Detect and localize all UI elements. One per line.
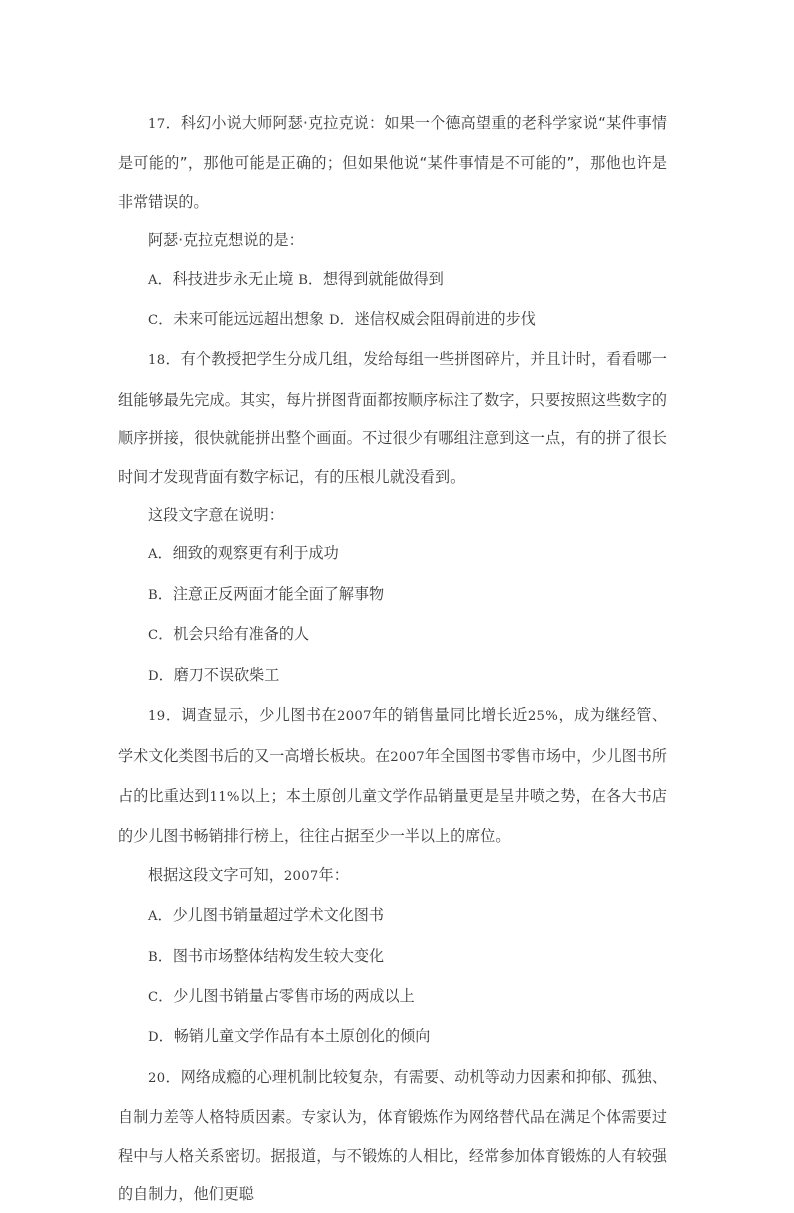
option-line [118,575,667,615]
option-letter: A [148,272,158,288]
latin-run: 2007 [390,749,425,765]
question-stem [118,1058,667,1213]
option-letter: B [148,949,158,965]
latin-run: 2007 [337,709,372,725]
question-prompt: 这段文字意在说明： [148,506,284,525]
question-stem [118,104,667,221]
option-letter: D [328,313,340,329]
question-stem [118,696,667,856]
option-separator: ． [158,625,174,644]
cjk-run: 调查显示，少儿图书在 [181,706,338,725]
question-stem [118,340,667,496]
option-letter: D [148,1030,159,1046]
option-text: 畅销儿童文学作品有本土原创化的倾向 [173,1027,431,1046]
option-separator: ． [157,269,173,288]
option-separator: ． [158,1027,174,1046]
question-number: 20 [148,1070,166,1086]
question-number-separator: ． [165,1067,181,1086]
option-text: 机会只给有准备的人 [173,625,310,644]
question-stem-text: 科幻小说大师阿瑟·克拉克说：如果一个德高望重的老科学家说“某件事情是可能的”，那他可能是正确的；但如果他说“某件事情是不可能的”，那他也许是非常错误的。 [118,114,667,211]
cjk-run: 年全国图书零售市场中，少儿图书所占的比重达到 [118,746,667,805]
option-letter: C [148,628,159,644]
option-text: 注意正反两面才能全面了解事物 [172,584,385,603]
option-text: 细致的观察更有利于成功 [172,544,339,563]
cjk-run: 以上；本土原创儿童文学作品销量更是呈井喷之势，在各大书店的少儿图书畅销排行榜上，往往占据至少一半以上的席位。 [118,786,667,846]
option-text: 少儿图书销量超过学术文化图书 [172,906,384,925]
question-stem-text: 有个教授把学生分成几组，发给每组一些拼图碎片，并且计时，看看哪一组能够最先完成。其实，每片拼图背面都按顺序标注了数字，只要按照这些数字的顺序拼接，很快就能拼出整个画面。不过很少有哪组注意到这一点，有的拼了很长时间才发现背面有数字标记，有的压根儿就没看到。 [118,350,667,486]
question-stem-text [118,706,667,845]
option-line [118,260,667,300]
option-separator: ． [339,310,355,329]
option-separator: ． [157,946,173,965]
option-letter: A [148,547,158,563]
option-line [118,977,667,1017]
option-text: 未来可能远远超出想象 [173,310,325,329]
question-number: 19 [148,709,166,725]
option-line [118,896,667,936]
latin-run: 2007 [283,868,319,884]
option-letter: A [148,909,158,925]
latin-run: 11% [209,789,240,805]
cjk-run: ，成为继经管、学术文化类图书后的又一高增长板块。在 [118,706,667,765]
cjk-run: 根据这段文字可知， [148,865,284,884]
option-line [118,1017,667,1057]
option-text: 图书市场整体结构发生较大变化 [172,946,385,965]
option-text: 磨刀不误砍柴工 [173,665,280,684]
question-number-separator: ． [165,350,181,369]
option-letter: B [148,587,158,603]
option-line [118,656,667,696]
question-prompt-text [148,866,349,884]
option-line [118,615,667,655]
option-separator: ． [157,544,173,563]
question-prompt: 阿瑟·克拉克想说的是： [148,231,304,250]
question-number: 18 [148,353,166,369]
option-text: 少儿图书销量占零售市场的两成以上 [173,986,415,1005]
option-separator: ． [157,584,173,603]
question-number: 17 [148,117,166,132]
option-letter: B [298,272,308,288]
option-letter: D [148,668,159,684]
document-body [118,104,667,1213]
option-separator: ． [158,665,174,684]
option-separator: ． [158,986,174,1005]
option-line [118,300,667,340]
option-line [118,937,667,977]
option-separator: ． [157,906,173,925]
cjk-run: 年的销售量同比增长近 [371,706,528,725]
option-text: 迷信权威会阻碍前进的步伐 [354,310,536,329]
option-letter: C [148,313,159,329]
question-prompt [118,856,667,896]
question-stem-text: 网络成瘾的心理机制比较复杂，有需要、动机等动力因素和抑郁、孤独、自制力差等人格特质因素。专家认为，体育锻炼作为网络替代品在满足个体需要过程中与人格关系密切。据报道，与不锻炼的人相比，经常参加体育锻炼的人有较强的自制力，他们更聪 [118,1067,667,1203]
question-number-separator: ． [165,114,181,132]
option-separator: ． [158,310,174,329]
option-text: 科技进步永无止境 [172,269,294,288]
option-separator: ． [307,269,324,288]
option-text: 想得到就能做得到 [323,269,444,288]
option-letter: C [148,989,159,1005]
question-number-separator: ． [165,706,182,725]
cjk-run: 年： [318,865,349,884]
option-line [118,534,667,574]
latin-run: 25% [527,709,559,725]
